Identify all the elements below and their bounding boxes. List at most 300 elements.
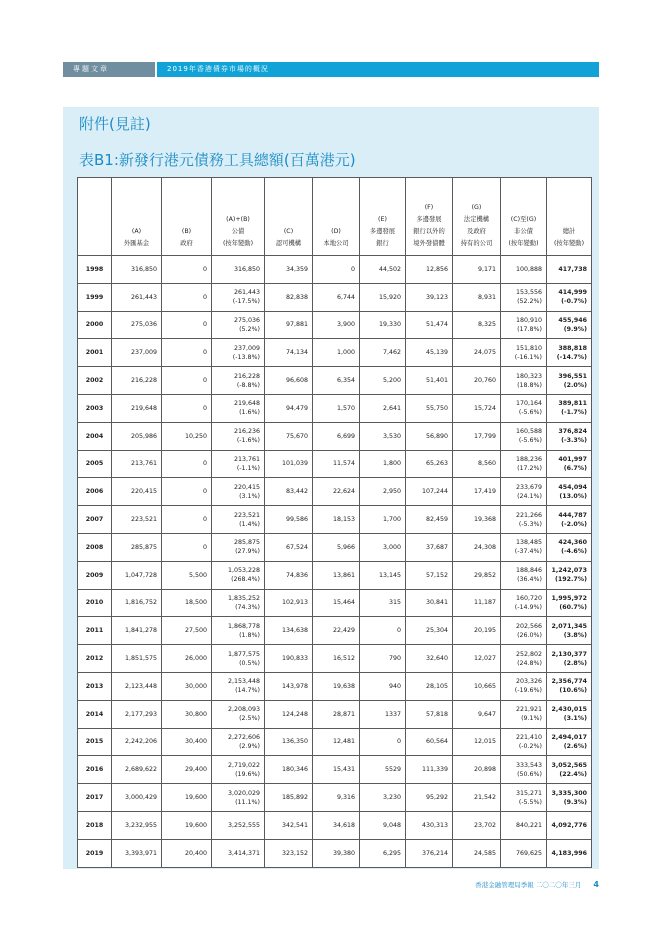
column-header-line (162, 214, 211, 226)
value-cell (406, 533, 453, 561)
cell-value: 1,851,575 (124, 655, 157, 663)
table-row (78, 339, 592, 367)
cell-value: 6,699 (336, 432, 355, 440)
cell-value: 83,442 (285, 488, 308, 496)
cell-change: (-1.1%) (236, 464, 260, 472)
value-cell (360, 283, 406, 311)
value-cell (453, 478, 501, 506)
value-cell (112, 728, 162, 756)
cell-value: 769,625 (515, 849, 542, 857)
cell-value: 19,368 (473, 516, 496, 524)
cell-value: 19,600 (184, 794, 207, 802)
cell-value: 216,228 (130, 377, 157, 385)
year-cell: 2006 (78, 478, 112, 506)
cell-value: 261,443 (233, 289, 260, 297)
cell-change: (-1.6%) (236, 437, 260, 445)
cell-value: 0 (202, 404, 207, 412)
value-cell (112, 283, 162, 311)
value-cell (360, 784, 406, 812)
cell-value: 0 (202, 488, 207, 496)
column-header-line (501, 178, 546, 190)
value-cell (265, 256, 313, 284)
cell-value: 24,585 (473, 849, 496, 857)
column-header (313, 178, 360, 256)
cell-value: 221,921 (515, 706, 542, 714)
column-header-line (501, 190, 546, 202)
cell-value: 237,009 (130, 349, 157, 357)
value-cell (406, 561, 453, 589)
table-row (78, 728, 592, 756)
cell-value: 12,027 (473, 655, 496, 663)
value-cell (453, 839, 501, 867)
value-cell (547, 784, 592, 812)
cell-value: 3,900 (336, 321, 355, 329)
value-cell (453, 756, 501, 784)
cell-value: 12,015 (473, 738, 496, 746)
cell-value: 20,195 (473, 627, 496, 635)
value-cell (501, 422, 547, 450)
cell-change: (9.3%) (563, 798, 587, 806)
cell-value: 388,818 (558, 344, 587, 352)
column-header-line: 銀行 (376, 240, 389, 247)
value-cell (212, 728, 265, 756)
column-header-line (547, 202, 591, 214)
cell-value: 2,719,022 (227, 761, 260, 769)
cell-value: 56,890 (425, 432, 448, 440)
value-cell (313, 506, 360, 534)
column-header-line (313, 214, 359, 226)
value-cell (162, 506, 212, 534)
value-cell (313, 839, 360, 867)
cell-value: 95,292 (425, 794, 448, 802)
cell-value: 12,856 (425, 265, 448, 273)
value-cell (406, 672, 453, 700)
table-header-row (78, 178, 592, 256)
value-cell (406, 394, 453, 422)
value-cell (112, 645, 162, 673)
cell-value: 160,720 (515, 594, 542, 602)
cell-value: 275,036 (130, 321, 157, 329)
value-cell (265, 617, 313, 645)
column-header-line: (F) (424, 204, 434, 211)
value-cell (501, 394, 547, 422)
value-cell (501, 728, 547, 756)
cell-value: 3,232,955 (124, 821, 157, 829)
cell-value: 285,875 (233, 539, 260, 547)
cell-value: 67,524 (285, 543, 308, 551)
cell-value: 20,898 (473, 766, 496, 774)
value-cell (453, 450, 501, 478)
cell-value: 13,145 (378, 571, 401, 579)
cell-change: (-1.7%) (561, 409, 587, 417)
cell-value: 185,892 (281, 794, 308, 802)
cell-value: 27,500 (184, 627, 207, 635)
value-cell (406, 367, 453, 395)
value-cell (212, 756, 265, 784)
cell-value: 30,841 (425, 599, 448, 607)
value-cell (360, 839, 406, 867)
cell-value: 3,393,971 (124, 849, 157, 857)
cell-value: 202,566 (515, 622, 542, 630)
value-cell (406, 756, 453, 784)
cell-value: 111,339 (421, 766, 448, 774)
value-cell (112, 422, 162, 450)
value-cell (265, 339, 313, 367)
cell-value: 315 (388, 599, 401, 607)
cell-value: 333,543 (515, 761, 542, 769)
cell-value: 1,700 (382, 516, 401, 524)
cell-value: 444,787 (558, 511, 587, 519)
column-header-line: 公債 (231, 228, 245, 235)
value-cell (212, 256, 265, 284)
value-cell (453, 533, 501, 561)
cell-value: 24,308 (473, 543, 496, 551)
cell-value: 376,214 (421, 849, 448, 857)
value-cell (360, 811, 406, 839)
value-cell (265, 533, 313, 561)
cell-value: 315,271 (515, 789, 542, 797)
value-cell (547, 645, 592, 673)
cell-value: 1,841,278 (124, 627, 157, 635)
cell-value: 213,761 (233, 455, 260, 463)
cell-value: 1,995,972 (551, 594, 587, 602)
cell-value: 94,479 (285, 404, 308, 412)
annex-panel (63, 107, 599, 869)
cell-value: 97,881 (285, 321, 308, 329)
cell-value: 2,177,293 (124, 710, 157, 718)
cell-value: 3,000,429 (124, 794, 157, 802)
value-cell (313, 756, 360, 784)
value-cell (162, 283, 212, 311)
cell-value: 100,888 (515, 265, 542, 273)
value-cell (406, 784, 453, 812)
value-cell (212, 311, 265, 339)
cell-change: (22.4%) (559, 770, 587, 778)
value-cell (162, 617, 212, 645)
column-header-line (547, 190, 591, 202)
cell-value: 0 (202, 543, 207, 551)
cell-value: 12,481 (332, 738, 355, 746)
value-cell (313, 450, 360, 478)
year-cell: 2003 (78, 394, 112, 422)
value-cell (265, 506, 313, 534)
cell-change: (-5.6%) (518, 409, 542, 417)
value-cell (360, 728, 406, 756)
value-cell (501, 617, 547, 645)
cell-change: (-13.8%) (232, 353, 260, 361)
column-header-line (360, 190, 405, 202)
value-cell (360, 478, 406, 506)
value-cell (453, 422, 501, 450)
page-header (63, 62, 599, 77)
column-header-line: 銀行以外的 (413, 228, 445, 235)
cell-change: (-17.5%) (232, 298, 260, 306)
column-header (360, 178, 406, 256)
value-cell (360, 672, 406, 700)
cell-value: 124,248 (281, 710, 308, 718)
table-row (78, 394, 592, 422)
cell-change: (18.8%) (517, 381, 542, 389)
cell-change: (9.9%) (563, 325, 587, 333)
value-cell (212, 839, 265, 867)
cell-value: 51,474 (425, 321, 448, 329)
cell-value: 180,910 (515, 316, 542, 324)
cell-value: 216,228 (233, 372, 260, 380)
cell-change: (1.8%) (239, 631, 260, 639)
cell-value: 790 (388, 655, 401, 663)
column-header (265, 178, 313, 256)
cell-change: (-3.3%) (561, 437, 587, 445)
cell-value: 11,574 (332, 460, 355, 468)
cell-change: (52.2%) (517, 298, 542, 306)
cell-change: (-19.6%) (514, 687, 542, 695)
cell-change: (17.8%) (517, 325, 542, 333)
cell-value: 20,760 (473, 377, 496, 385)
value-cell (212, 589, 265, 617)
year-cell: 2012 (78, 645, 112, 673)
value-cell (212, 283, 265, 311)
cell-change: (-16.1%) (514, 353, 542, 361)
value-cell (265, 422, 313, 450)
value-cell (453, 394, 501, 422)
cell-value: 454,094 (558, 483, 587, 491)
value-cell (501, 256, 547, 284)
cell-change: (74.3%) (235, 603, 260, 611)
cell-value: 2,356,774 (551, 678, 587, 686)
column-header-line (547, 178, 591, 190)
cell-value: 19,330 (378, 321, 401, 329)
cell-value: 1337 (384, 710, 401, 718)
cell-value: 1,000 (336, 349, 355, 357)
cell-value: 203,326 (515, 678, 542, 686)
value-cell (406, 450, 453, 478)
value-cell (547, 617, 592, 645)
value-cell (313, 811, 360, 839)
value-cell (313, 645, 360, 673)
table-row (78, 450, 592, 478)
column-header-line (112, 190, 161, 202)
value-cell (162, 422, 212, 450)
value-cell (406, 700, 453, 728)
cell-value: 9,171 (477, 265, 496, 273)
cell-value: 455,946 (558, 316, 587, 324)
value-cell (162, 478, 212, 506)
cell-value: 2,071,345 (551, 622, 587, 630)
cell-value: 17,419 (473, 488, 496, 496)
value-cell (501, 450, 547, 478)
value-cell (453, 728, 501, 756)
column-header (547, 178, 592, 256)
cell-value: 151,810 (515, 344, 542, 352)
cell-value: 18,500 (184, 599, 207, 607)
value-cell (406, 506, 453, 534)
value-cell (162, 645, 212, 673)
cell-value: 0 (202, 293, 207, 301)
value-cell (547, 422, 592, 450)
column-header-line (112, 178, 161, 190)
cell-value: 252,802 (515, 650, 542, 658)
year-cell: 2013 (78, 672, 112, 700)
value-cell (453, 811, 501, 839)
value-cell (547, 506, 592, 534)
cell-value: 190,833 (281, 655, 308, 663)
cell-value: 213,761 (130, 460, 157, 468)
value-cell (212, 672, 265, 700)
cell-value: 3,252,555 (227, 821, 260, 829)
cell-value: 188,846 (515, 567, 542, 575)
year-cell: 2015 (78, 728, 112, 756)
publication-name: 香港金融管理局季報 (475, 881, 534, 889)
column-header-line (313, 190, 359, 202)
cell-value: 5,200 (382, 377, 401, 385)
value-cell (453, 589, 501, 617)
column-header-line: 多邊發展 (369, 228, 396, 235)
value-cell (112, 394, 162, 422)
cell-value: 3,230 (382, 794, 401, 802)
value-cell (547, 561, 592, 589)
value-cell (313, 311, 360, 339)
cell-value: 5,966 (336, 543, 355, 551)
value-cell (360, 367, 406, 395)
value-cell (547, 339, 592, 367)
value-cell (212, 339, 265, 367)
value-cell (501, 756, 547, 784)
value-cell (501, 283, 547, 311)
year-cell: 2009 (78, 561, 112, 589)
column-header (453, 178, 501, 256)
cell-value: 34,618 (332, 821, 355, 829)
value-cell (547, 450, 592, 478)
value-cell (360, 617, 406, 645)
cell-value: 1,053,228 (227, 567, 260, 575)
column-header-line: 境外發債體 (413, 240, 445, 247)
cell-value: 138,485 (515, 539, 542, 547)
year-cell: 2018 (78, 811, 112, 839)
value-cell (453, 339, 501, 367)
year-cell: 2008 (78, 533, 112, 561)
value-cell (547, 367, 592, 395)
column-header-line: (E) (378, 216, 387, 223)
cell-change: (11.1%) (235, 798, 260, 806)
column-header-line: (D) (331, 228, 341, 235)
value-cell (265, 283, 313, 311)
cell-value: 25,304 (425, 627, 448, 635)
table-row (78, 672, 592, 700)
cell-value: 11,187 (473, 599, 496, 607)
value-cell (112, 478, 162, 506)
cell-value: 223,521 (130, 516, 157, 524)
year-cell: 2017 (78, 784, 112, 812)
cell-change: (192.7%) (555, 576, 587, 584)
value-cell (112, 311, 162, 339)
year-cell: 2016 (78, 756, 112, 784)
value-cell (360, 311, 406, 339)
value-cell (313, 533, 360, 561)
value-cell (406, 283, 453, 311)
value-cell (360, 645, 406, 673)
table-row (78, 283, 592, 311)
value-cell (265, 589, 313, 617)
value-cell (453, 256, 501, 284)
cell-value: 275,036 (233, 316, 260, 324)
cell-value: 13,861 (332, 571, 355, 579)
cell-value: 376,824 (558, 428, 587, 436)
value-cell (453, 311, 501, 339)
cell-change: (2.8%) (563, 659, 587, 667)
cell-value: 6,295 (382, 849, 401, 857)
column-header-line: (B) (181, 228, 192, 235)
cell-change: (2.0%) (563, 381, 587, 389)
value-cell (360, 700, 406, 728)
year-cell: 1998 (78, 256, 112, 284)
cell-value: 55,750 (425, 404, 448, 412)
cell-value: 424,360 (558, 539, 587, 547)
cell-value: 396,551 (558, 372, 587, 380)
cell-value: 160,588 (515, 428, 542, 436)
table-row (78, 645, 592, 673)
cell-value: 1,570 (336, 404, 355, 412)
cell-value: 3,020,029 (227, 789, 260, 797)
cell-value: 3,000 (382, 543, 401, 551)
cell-change: (-14.7%) (556, 353, 587, 361)
value-cell (112, 700, 162, 728)
cell-value: 1,800 (382, 460, 401, 468)
cell-value: 170,164 (515, 400, 542, 408)
cell-value: 19,638 (332, 682, 355, 690)
table-row (78, 367, 592, 395)
cell-value: 23,702 (473, 821, 496, 829)
cell-value: 0 (202, 460, 207, 468)
cell-value: 2,430,015 (551, 706, 587, 714)
table-row (78, 839, 592, 867)
value-cell (360, 450, 406, 478)
year-cell: 2002 (78, 367, 112, 395)
value-cell (265, 811, 313, 839)
value-cell (162, 450, 212, 478)
cell-value: 7,462 (382, 349, 401, 357)
cell-value: 2,950 (382, 488, 401, 496)
value-cell (313, 422, 360, 450)
table-row (78, 784, 592, 812)
cell-value: 2,641 (382, 404, 401, 412)
value-cell (406, 617, 453, 645)
cell-value: 1,047,728 (124, 571, 157, 579)
value-cell (360, 561, 406, 589)
cell-change: (-5.6%) (518, 437, 542, 445)
cell-value: 32,640 (425, 655, 448, 663)
cell-value: 323,152 (281, 849, 308, 857)
cell-change: (268.4%) (231, 576, 260, 584)
value-cell (547, 839, 592, 867)
cell-value: 15,724 (473, 404, 496, 412)
value-cell (265, 561, 313, 589)
value-cell (453, 617, 501, 645)
value-cell (313, 561, 360, 589)
value-cell (406, 422, 453, 450)
cell-value: 153,556 (515, 289, 542, 297)
value-cell (360, 533, 406, 561)
column-header (112, 178, 162, 256)
cell-value: 216,236 (233, 428, 260, 436)
table-row (78, 589, 592, 617)
value-cell (313, 394, 360, 422)
value-cell (162, 311, 212, 339)
year-cell: 2019 (78, 839, 112, 867)
value-cell (212, 617, 265, 645)
cell-change: (13.0%) (559, 492, 587, 500)
table-row (78, 700, 592, 728)
annex-heading: 附件(見註) (79, 115, 151, 133)
